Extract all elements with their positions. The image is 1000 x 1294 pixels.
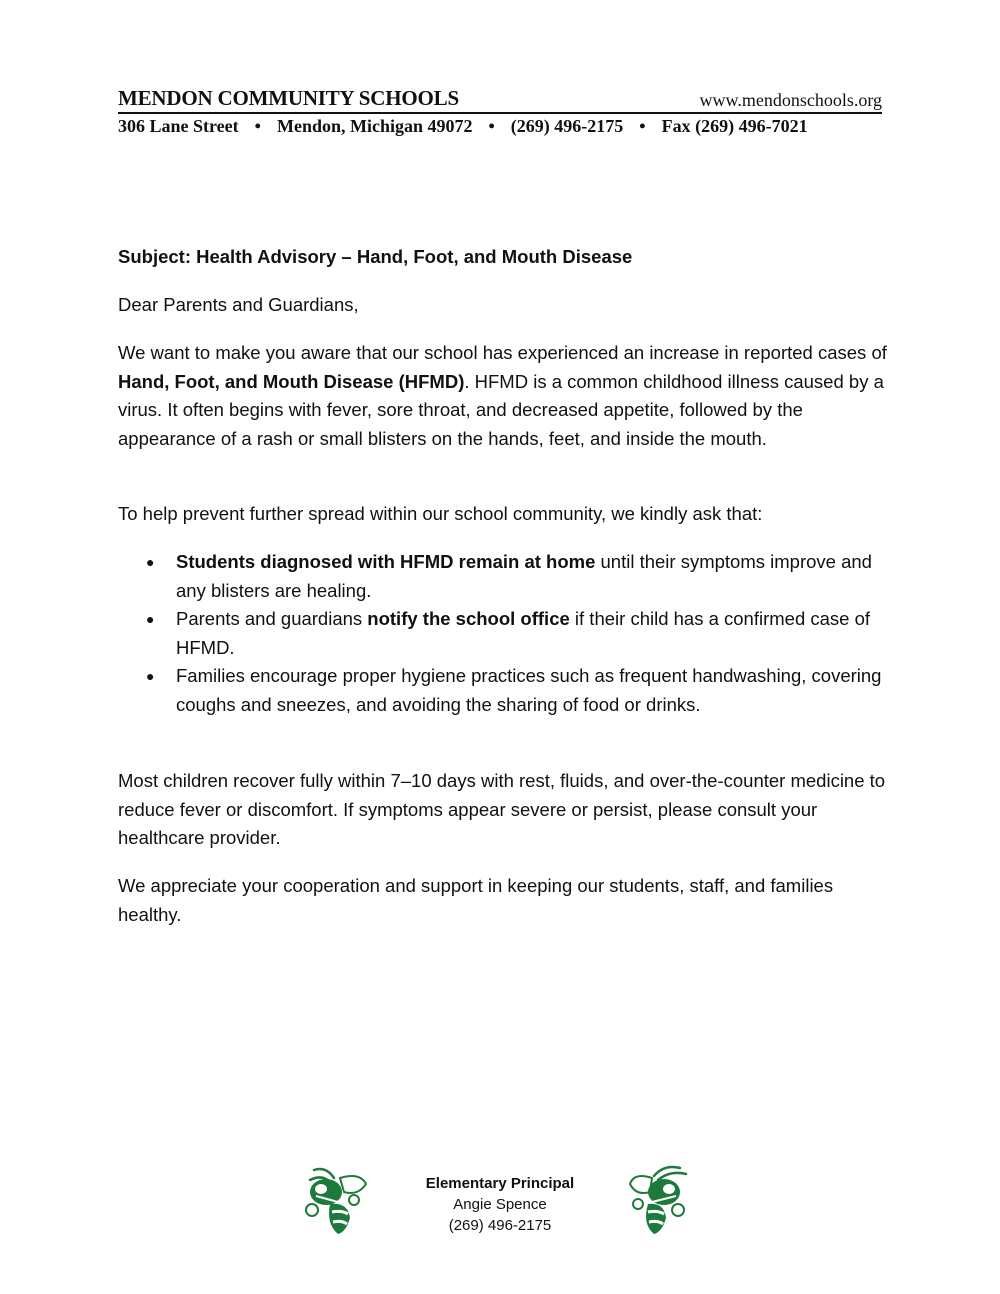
text: Parents and guardians bbox=[176, 608, 368, 629]
list-item bbox=[118, 662, 888, 719]
greeting: Dear Parents and Guardians, bbox=[118, 294, 359, 315]
letterhead-address-line bbox=[118, 116, 882, 137]
bullet-icon: ● bbox=[146, 668, 155, 684]
bold-text: notify the school office bbox=[367, 608, 570, 629]
separator: • bbox=[639, 116, 646, 136]
signer-name: Angie Spence bbox=[453, 1196, 547, 1213]
subject-line: Subject: Health Advisory – Hand, Foot, and Mouth Disease bbox=[118, 246, 633, 267]
text: We want to make you aware that our school has experienced an increase in reported cases of bbox=[118, 342, 887, 363]
org-name: MENDON COMMUNITY SCHOOLS bbox=[118, 86, 459, 110]
separator: • bbox=[254, 116, 261, 136]
hornet-mascot-icon bbox=[300, 1162, 370, 1236]
signature-block bbox=[380, 1173, 620, 1236]
paragraph-request: To help prevent further spread within our school community, we kindly ask that: bbox=[118, 503, 763, 524]
website-link[interactable]: www.mendonschools.org bbox=[699, 90, 882, 110]
paragraph-recovery: Most children recover fully within 7–10 days with rest, fluids, and over-the-counter medicine to reduce fever or discomfort. If symptoms appear severe or persist, please consult your healthcare provider. bbox=[118, 770, 886, 848]
city-state: Mendon, Michigan 49072 bbox=[276, 116, 473, 136]
bullet-icon: ● bbox=[146, 611, 155, 627]
list-item bbox=[118, 605, 888, 662]
request-list bbox=[118, 548, 888, 719]
paragraph-closing: We appreciate your cooperation and support in keeping our students, staff, and families healthy. bbox=[118, 875, 834, 925]
signer-phone: (269) 496-2175 bbox=[448, 1217, 552, 1234]
phone-number: (269) 496-2175 bbox=[510, 116, 624, 136]
paragraph-intro bbox=[118, 339, 888, 453]
street-address: 306 Lane Street bbox=[118, 116, 239, 136]
letterhead bbox=[118, 86, 882, 114]
bullet-icon: ● bbox=[146, 554, 155, 570]
hornet-mascot-icon bbox=[624, 1162, 694, 1236]
text: . HFMD is a common childhood illness caused by a virus. It often begins with fever, sore throat, and decreased appetite, followed by the appearance of a rash or small blisters on the hands, feet, and inside the mouth. bbox=[118, 370, 884, 449]
bold-text: Students diagnosed with HFMD remain at home bbox=[176, 551, 596, 572]
list-item bbox=[118, 548, 888, 605]
text: until their symptoms improve and any blisters are healing. bbox=[176, 551, 872, 601]
bold-text: Hand, Foot, and Mouth Disease (HFMD) bbox=[118, 370, 465, 392]
fax-number: Fax (269) 496-7021 bbox=[661, 116, 808, 136]
separator: • bbox=[488, 116, 495, 136]
signer-role: Elementary Principal bbox=[425, 1175, 575, 1192]
text: if their child has a confirmed case of HFMD. bbox=[176, 608, 871, 658]
text: Families encourage proper hygiene practices such as frequent handwashing, covering coughs and sneezes, and avoiding the sharing of food or drinks. bbox=[176, 665, 882, 715]
